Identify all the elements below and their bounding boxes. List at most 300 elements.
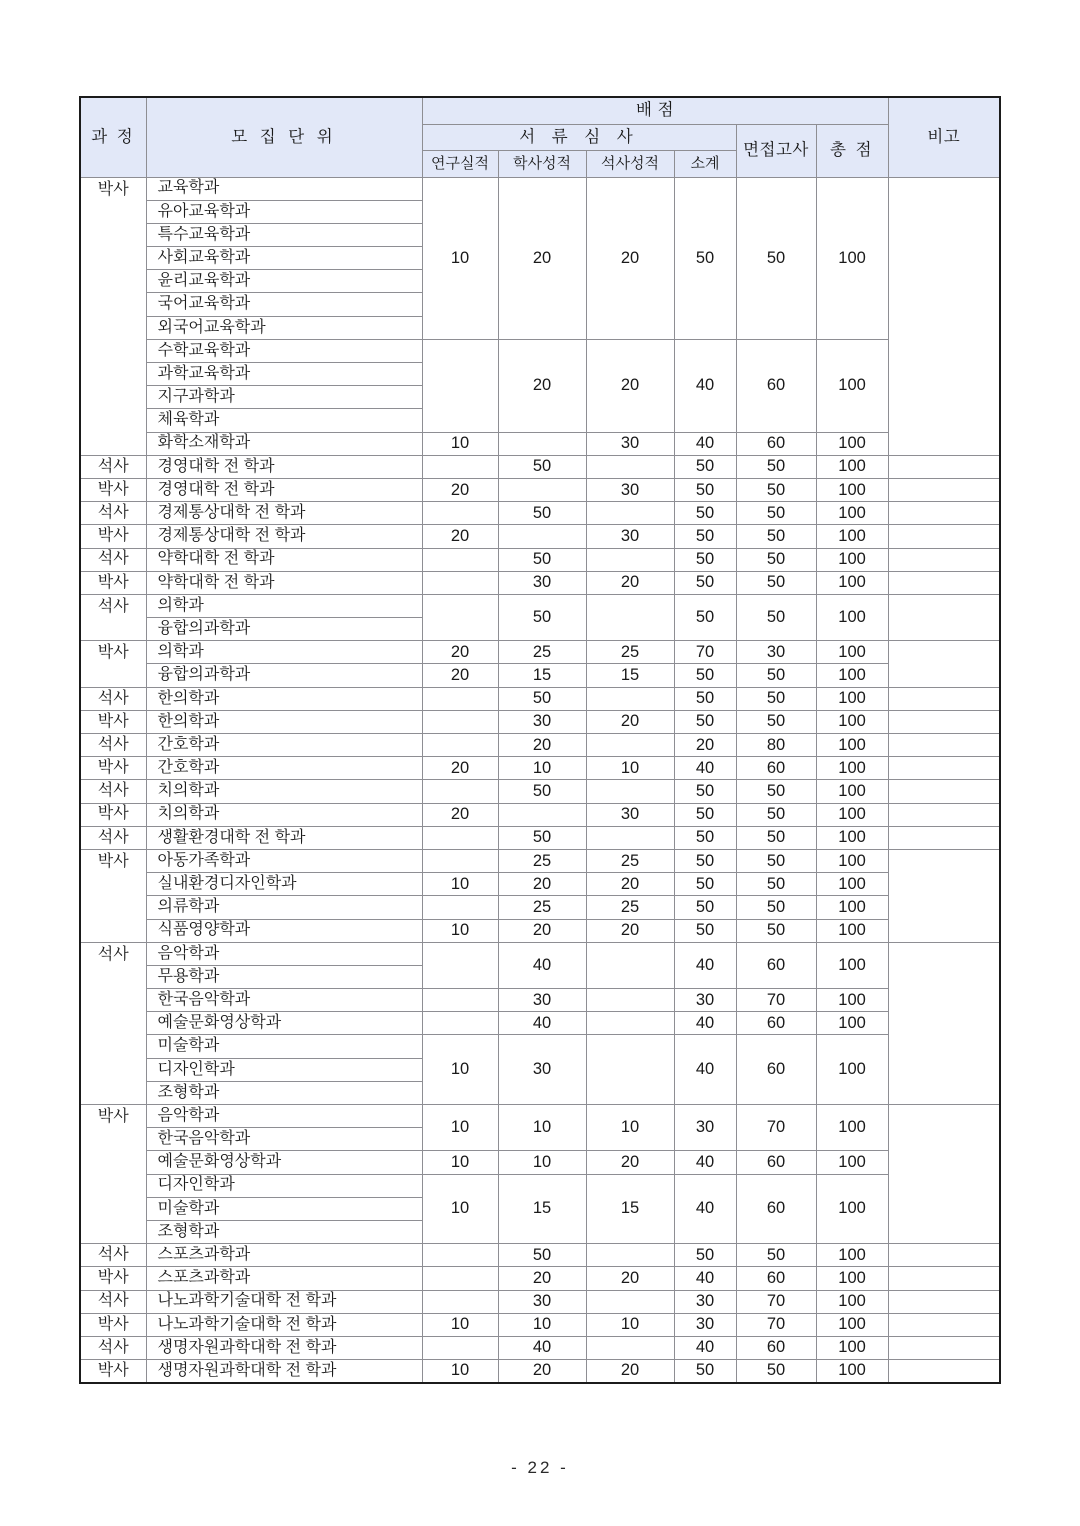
cell-subtotal: 30 — [674, 1105, 736, 1151]
cell-course: 박사 — [80, 1105, 146, 1244]
header-subtotal: 소계 — [674, 150, 736, 177]
table-row — [80, 339, 1000, 362]
table-row — [80, 710, 1000, 733]
cell-unit: 나노과학기술대학 전 학과 — [146, 1290, 422, 1313]
cell-unit: 조형학과 — [146, 1220, 422, 1243]
cell-course: 석사 — [80, 734, 146, 757]
header-remark: 비고 — [888, 97, 1000, 177]
cell-course: 박사 — [80, 571, 146, 594]
cell-interview: 50 — [736, 502, 816, 525]
cell-research: 20 — [422, 525, 498, 548]
cell-master: 25 — [586, 896, 674, 919]
cell-unit: 조형학과 — [146, 1081, 422, 1104]
cell-bachelor: 50 — [498, 687, 586, 710]
cell-research — [422, 571, 498, 594]
cell-total: 100 — [816, 548, 888, 571]
cell-interview: 70 — [736, 1290, 816, 1313]
table-row — [80, 1267, 1000, 1290]
cell-remark — [888, 571, 1000, 594]
cell-unit: 특수교육학과 — [146, 223, 422, 246]
cell-unit: 예술문화영상학과 — [146, 1151, 422, 1174]
cell-total: 100 — [816, 1336, 888, 1359]
cell-interview: 60 — [736, 942, 816, 988]
cell-interview: 80 — [736, 734, 816, 757]
cell-course: 석사 — [80, 455, 146, 478]
cell-research — [422, 455, 498, 478]
cell-total: 100 — [816, 641, 888, 664]
table-header — [80, 97, 1000, 177]
cell-interview: 50 — [736, 571, 816, 594]
table-row — [80, 1035, 1000, 1058]
cell-course: 박사 — [80, 177, 146, 455]
cell-master — [586, 1012, 674, 1035]
cell-master: 20 — [586, 1360, 674, 1383]
cell-unit: 무용학과 — [146, 965, 422, 988]
cell-unit: 국어교육학과 — [146, 293, 422, 316]
cell-research — [422, 896, 498, 919]
cell-remark — [888, 687, 1000, 710]
cell-interview: 60 — [736, 1174, 816, 1244]
header-document-review: 서 류 심 사 — [422, 124, 736, 150]
cell-research: 10 — [422, 1360, 498, 1383]
cell-interview: 50 — [736, 455, 816, 478]
cell-interview: 50 — [736, 548, 816, 571]
cell-unit: 외국어교육학과 — [146, 316, 422, 339]
cell-master — [586, 1244, 674, 1267]
cell-bachelor: 50 — [498, 780, 586, 803]
cell-bachelor: 30 — [498, 1035, 586, 1105]
cell-course: 석사 — [80, 1336, 146, 1359]
cell-bachelor: 15 — [498, 664, 586, 687]
cell-research — [422, 1336, 498, 1359]
cell-bachelor — [498, 478, 586, 501]
cell-total: 100 — [816, 1151, 888, 1174]
cell-subtotal: 50 — [674, 502, 736, 525]
cell-subtotal: 30 — [674, 989, 736, 1012]
cell-remark — [888, 594, 1000, 640]
cell-unit: 수학교육학과 — [146, 339, 422, 362]
cell-interview: 50 — [736, 594, 816, 640]
cell-unit: 경제통상대학 전 학과 — [146, 525, 422, 548]
cell-total: 100 — [816, 1244, 888, 1267]
cell-course: 석사 — [80, 1244, 146, 1267]
table-row — [80, 1336, 1000, 1359]
cell-total: 100 — [816, 1174, 888, 1244]
cell-master: 20 — [586, 1267, 674, 1290]
cell-research — [422, 710, 498, 733]
cell-total: 100 — [816, 710, 888, 733]
cell-bachelor: 40 — [498, 1336, 586, 1359]
cell-interview: 50 — [736, 525, 816, 548]
table-row — [80, 989, 1000, 1012]
cell-interview: 70 — [736, 989, 816, 1012]
header-course: 과 정 — [80, 97, 146, 177]
cell-subtotal: 50 — [674, 826, 736, 849]
cell-unit: 의학과 — [146, 641, 422, 664]
cell-subtotal: 40 — [674, 1151, 736, 1174]
cell-bachelor: 20 — [498, 919, 586, 942]
cell-interview: 60 — [736, 1151, 816, 1174]
cell-unit: 유아교육학과 — [146, 200, 422, 223]
cell-unit: 한의학과 — [146, 710, 422, 733]
cell-bachelor: 30 — [498, 571, 586, 594]
cell-total: 100 — [816, 1360, 888, 1383]
cell-research: 20 — [422, 641, 498, 664]
cell-unit: 지구과학과 — [146, 386, 422, 409]
cell-unit: 음악학과 — [146, 942, 422, 965]
cell-master: 30 — [586, 478, 674, 501]
cell-interview: 30 — [736, 641, 816, 664]
cell-unit: 화학소재학과 — [146, 432, 422, 455]
cell-research: 10 — [422, 873, 498, 896]
cell-research — [422, 1012, 498, 1035]
cell-remark — [888, 525, 1000, 548]
cell-subtotal: 50 — [674, 780, 736, 803]
cell-research: 20 — [422, 757, 498, 780]
cell-research — [422, 502, 498, 525]
cell-remark — [888, 1267, 1000, 1290]
cell-unit: 미술학과 — [146, 1197, 422, 1220]
cell-total: 100 — [816, 502, 888, 525]
cell-remark — [888, 1313, 1000, 1336]
table-row — [80, 478, 1000, 501]
cell-interview: 50 — [736, 780, 816, 803]
cell-course: 석사 — [80, 594, 146, 640]
cell-unit: 사회교육학과 — [146, 247, 422, 270]
cell-unit: 실내환경디자인학과 — [146, 873, 422, 896]
cell-unit: 융합의과학과 — [146, 618, 422, 641]
cell-interview: 50 — [736, 849, 816, 872]
cell-total: 100 — [816, 664, 888, 687]
cell-unit: 한의학과 — [146, 687, 422, 710]
cell-research — [422, 1290, 498, 1313]
cell-remark — [888, 1244, 1000, 1267]
cell-remark — [888, 1290, 1000, 1313]
cell-bachelor: 20 — [498, 177, 586, 339]
table-row — [80, 826, 1000, 849]
cell-unit: 경영대학 전 학과 — [146, 455, 422, 478]
cell-bachelor: 50 — [498, 455, 586, 478]
table-row — [80, 1360, 1000, 1383]
cell-interview: 50 — [736, 478, 816, 501]
cell-subtotal: 40 — [674, 1012, 736, 1035]
table-row — [80, 1244, 1000, 1267]
cell-subtotal: 50 — [674, 919, 736, 942]
cell-research: 10 — [422, 177, 498, 339]
cell-unit: 생명자원과학대학 전 학과 — [146, 1360, 422, 1383]
cell-interview: 50 — [736, 873, 816, 896]
cell-research — [422, 849, 498, 872]
cell-subtotal: 40 — [674, 432, 736, 455]
table-row — [80, 873, 1000, 896]
cell-remark — [888, 1360, 1000, 1383]
cell-total: 100 — [816, 594, 888, 640]
cell-subtotal: 50 — [674, 1244, 736, 1267]
table-row — [80, 1012, 1000, 1035]
cell-subtotal: 30 — [674, 1290, 736, 1313]
cell-total: 100 — [816, 734, 888, 757]
cell-interview: 50 — [736, 710, 816, 733]
cell-master — [586, 594, 674, 640]
cell-master: 10 — [586, 1313, 674, 1336]
cell-remark — [888, 803, 1000, 826]
cell-bachelor: 25 — [498, 641, 586, 664]
cell-total: 100 — [816, 896, 888, 919]
header-unit: 모 집 단 위 — [146, 97, 422, 177]
cell-total: 100 — [816, 478, 888, 501]
cell-unit: 경제통상대학 전 학과 — [146, 502, 422, 525]
cell-master — [586, 502, 674, 525]
table-row — [80, 687, 1000, 710]
cell-course: 석사 — [80, 826, 146, 849]
cell-unit: 나노과학기술대학 전 학과 — [146, 1313, 422, 1336]
cell-research — [422, 826, 498, 849]
cell-master — [586, 1035, 674, 1105]
cell-interview: 60 — [736, 1336, 816, 1359]
cell-interview: 60 — [736, 757, 816, 780]
cell-course: 박사 — [80, 803, 146, 826]
header-bachelor: 학사성적 — [498, 150, 586, 177]
cell-unit: 의학과 — [146, 594, 422, 617]
cell-bachelor: 30 — [498, 710, 586, 733]
cell-bachelor — [498, 803, 586, 826]
header-total: 총 점 — [816, 124, 888, 177]
cell-bachelor: 50 — [498, 548, 586, 571]
cell-unit: 한국음악학과 — [146, 989, 422, 1012]
cell-unit: 윤리교육학과 — [146, 270, 422, 293]
cell-subtotal: 40 — [674, 1267, 736, 1290]
table-row — [80, 757, 1000, 780]
cell-master — [586, 780, 674, 803]
table-row — [80, 641, 1000, 664]
cell-course: 박사 — [80, 710, 146, 733]
cell-master: 30 — [586, 525, 674, 548]
table-row — [80, 896, 1000, 919]
cell-total: 100 — [816, 849, 888, 872]
cell-unit: 융합의과학과 — [146, 664, 422, 687]
table-row — [80, 594, 1000, 617]
header-master: 석사성적 — [586, 150, 674, 177]
cell-unit: 예술문화영상학과 — [146, 1012, 422, 1035]
cell-remark — [888, 757, 1000, 780]
cell-unit: 스포츠과학과 — [146, 1244, 422, 1267]
cell-course: 박사 — [80, 1267, 146, 1290]
table-row — [80, 1174, 1000, 1197]
cell-subtotal: 50 — [674, 1360, 736, 1383]
cell-research: 10 — [422, 1174, 498, 1244]
cell-remark — [888, 826, 1000, 849]
cell-subtotal: 50 — [674, 664, 736, 687]
cell-research — [422, 594, 498, 640]
cell-research: 10 — [422, 432, 498, 455]
cell-subtotal: 50 — [674, 478, 736, 501]
admission-score-table — [79, 96, 1001, 1384]
cell-unit: 체육학과 — [146, 409, 422, 432]
table-row — [80, 1105, 1000, 1128]
cell-course: 박사 — [80, 1313, 146, 1336]
cell-bachelor: 20 — [498, 873, 586, 896]
table-row — [80, 502, 1000, 525]
cell-research — [422, 687, 498, 710]
cell-total: 100 — [816, 803, 888, 826]
cell-total: 100 — [816, 1267, 888, 1290]
cell-total: 100 — [816, 757, 888, 780]
cell-unit: 디자인학과 — [146, 1174, 422, 1197]
cell-bachelor: 10 — [498, 1313, 586, 1336]
cell-course: 박사 — [80, 478, 146, 501]
cell-bachelor: 50 — [498, 502, 586, 525]
cell-bachelor: 30 — [498, 1290, 586, 1313]
cell-master: 30 — [586, 803, 674, 826]
cell-total: 100 — [816, 826, 888, 849]
cell-interview: 60 — [736, 339, 816, 432]
cell-total: 100 — [816, 571, 888, 594]
header-research: 연구실적 — [422, 150, 498, 177]
cell-course: 박사 — [80, 757, 146, 780]
cell-interview: 60 — [736, 1035, 816, 1105]
table-row — [80, 849, 1000, 872]
cell-total: 100 — [816, 1105, 888, 1151]
cell-subtotal: 50 — [674, 571, 736, 594]
cell-total: 100 — [816, 942, 888, 988]
cell-subtotal: 70 — [674, 641, 736, 664]
cell-master — [586, 455, 674, 478]
cell-unit: 미술학과 — [146, 1035, 422, 1058]
cell-research: 10 — [422, 919, 498, 942]
cell-bachelor: 10 — [498, 1105, 586, 1151]
cell-bachelor — [498, 432, 586, 455]
cell-total: 100 — [816, 339, 888, 432]
cell-remark — [888, 710, 1000, 733]
cell-research: 20 — [422, 664, 498, 687]
cell-subtotal: 50 — [674, 177, 736, 339]
cell-master: 20 — [586, 873, 674, 896]
cell-total: 100 — [816, 1290, 888, 1313]
cell-interview: 50 — [736, 177, 816, 339]
cell-master — [586, 1336, 674, 1359]
cell-bachelor: 30 — [498, 989, 586, 1012]
cell-course: 박사 — [80, 525, 146, 548]
table-body — [80, 177, 1000, 1383]
cell-bachelor: 50 — [498, 1244, 586, 1267]
cell-master: 20 — [586, 919, 674, 942]
cell-subtotal: 50 — [674, 594, 736, 640]
cell-research — [422, 1267, 498, 1290]
cell-subtotal: 50 — [674, 525, 736, 548]
cell-total: 100 — [816, 873, 888, 896]
cell-subtotal: 50 — [674, 873, 736, 896]
cell-subtotal: 50 — [674, 849, 736, 872]
cell-subtotal: 40 — [674, 339, 736, 432]
cell-total: 100 — [816, 687, 888, 710]
cell-research — [422, 989, 498, 1012]
score-table-container — [79, 96, 999, 1384]
cell-subtotal: 40 — [674, 1336, 736, 1359]
cell-bachelor: 25 — [498, 896, 586, 919]
cell-research: 10 — [422, 1151, 498, 1174]
cell-unit: 스포츠과학과 — [146, 1267, 422, 1290]
cell-interview: 70 — [736, 1313, 816, 1336]
cell-subtotal: 20 — [674, 734, 736, 757]
cell-master: 10 — [586, 757, 674, 780]
table-row — [80, 1290, 1000, 1313]
cell-total: 100 — [816, 525, 888, 548]
cell-interview: 60 — [736, 432, 816, 455]
cell-remark — [888, 1105, 1000, 1244]
cell-research: 10 — [422, 1035, 498, 1105]
cell-bachelor: 25 — [498, 849, 586, 872]
cell-bachelor: 50 — [498, 594, 586, 640]
cell-interview: 50 — [736, 896, 816, 919]
page-number: - 22 - — [511, 1458, 569, 1477]
cell-research — [422, 548, 498, 571]
cell-subtotal: 50 — [674, 455, 736, 478]
cell-course: 박사 — [80, 641, 146, 687]
table-row — [80, 1313, 1000, 1336]
cell-research — [422, 942, 498, 988]
cell-unit: 치의학과 — [146, 803, 422, 826]
cell-unit: 간호학과 — [146, 757, 422, 780]
cell-total: 100 — [816, 989, 888, 1012]
cell-interview: 50 — [736, 919, 816, 942]
cell-course: 석사 — [80, 942, 146, 1104]
cell-master — [586, 1290, 674, 1313]
cell-remark — [888, 502, 1000, 525]
cell-remark — [888, 1336, 1000, 1359]
table-row — [80, 455, 1000, 478]
table-row — [80, 734, 1000, 757]
cell-master — [586, 989, 674, 1012]
cell-subtotal: 50 — [674, 803, 736, 826]
cell-course: 박사 — [80, 1360, 146, 1383]
cell-master: 20 — [586, 177, 674, 339]
cell-interview: 50 — [736, 687, 816, 710]
cell-master: 15 — [586, 1174, 674, 1244]
cell-unit: 음악학과 — [146, 1105, 422, 1128]
table-row — [80, 1151, 1000, 1174]
cell-bachelor: 10 — [498, 1151, 586, 1174]
cell-master: 15 — [586, 664, 674, 687]
cell-master: 20 — [586, 1151, 674, 1174]
table-row — [80, 548, 1000, 571]
cell-unit: 과학교육학과 — [146, 363, 422, 386]
cell-remark — [888, 942, 1000, 1104]
cell-research — [422, 780, 498, 803]
cell-unit: 디자인학과 — [146, 1058, 422, 1081]
cell-interview: 50 — [736, 1360, 816, 1383]
cell-interview: 50 — [736, 826, 816, 849]
cell-research — [422, 1244, 498, 1267]
table-row — [80, 177, 1000, 200]
cell-master — [586, 687, 674, 710]
cell-remark — [888, 641, 1000, 687]
cell-master: 30 — [586, 432, 674, 455]
cell-remark — [888, 478, 1000, 501]
cell-interview: 50 — [736, 664, 816, 687]
table-row — [80, 803, 1000, 826]
cell-unit: 간호학과 — [146, 734, 422, 757]
cell-bachelor — [498, 525, 586, 548]
cell-total: 100 — [816, 1035, 888, 1105]
cell-course: 석사 — [80, 780, 146, 803]
cell-master — [586, 826, 674, 849]
cell-research: 20 — [422, 478, 498, 501]
cell-research — [422, 734, 498, 757]
cell-bachelor: 50 — [498, 826, 586, 849]
cell-course: 석사 — [80, 687, 146, 710]
table-row — [80, 664, 1000, 687]
cell-course: 석사 — [80, 1290, 146, 1313]
